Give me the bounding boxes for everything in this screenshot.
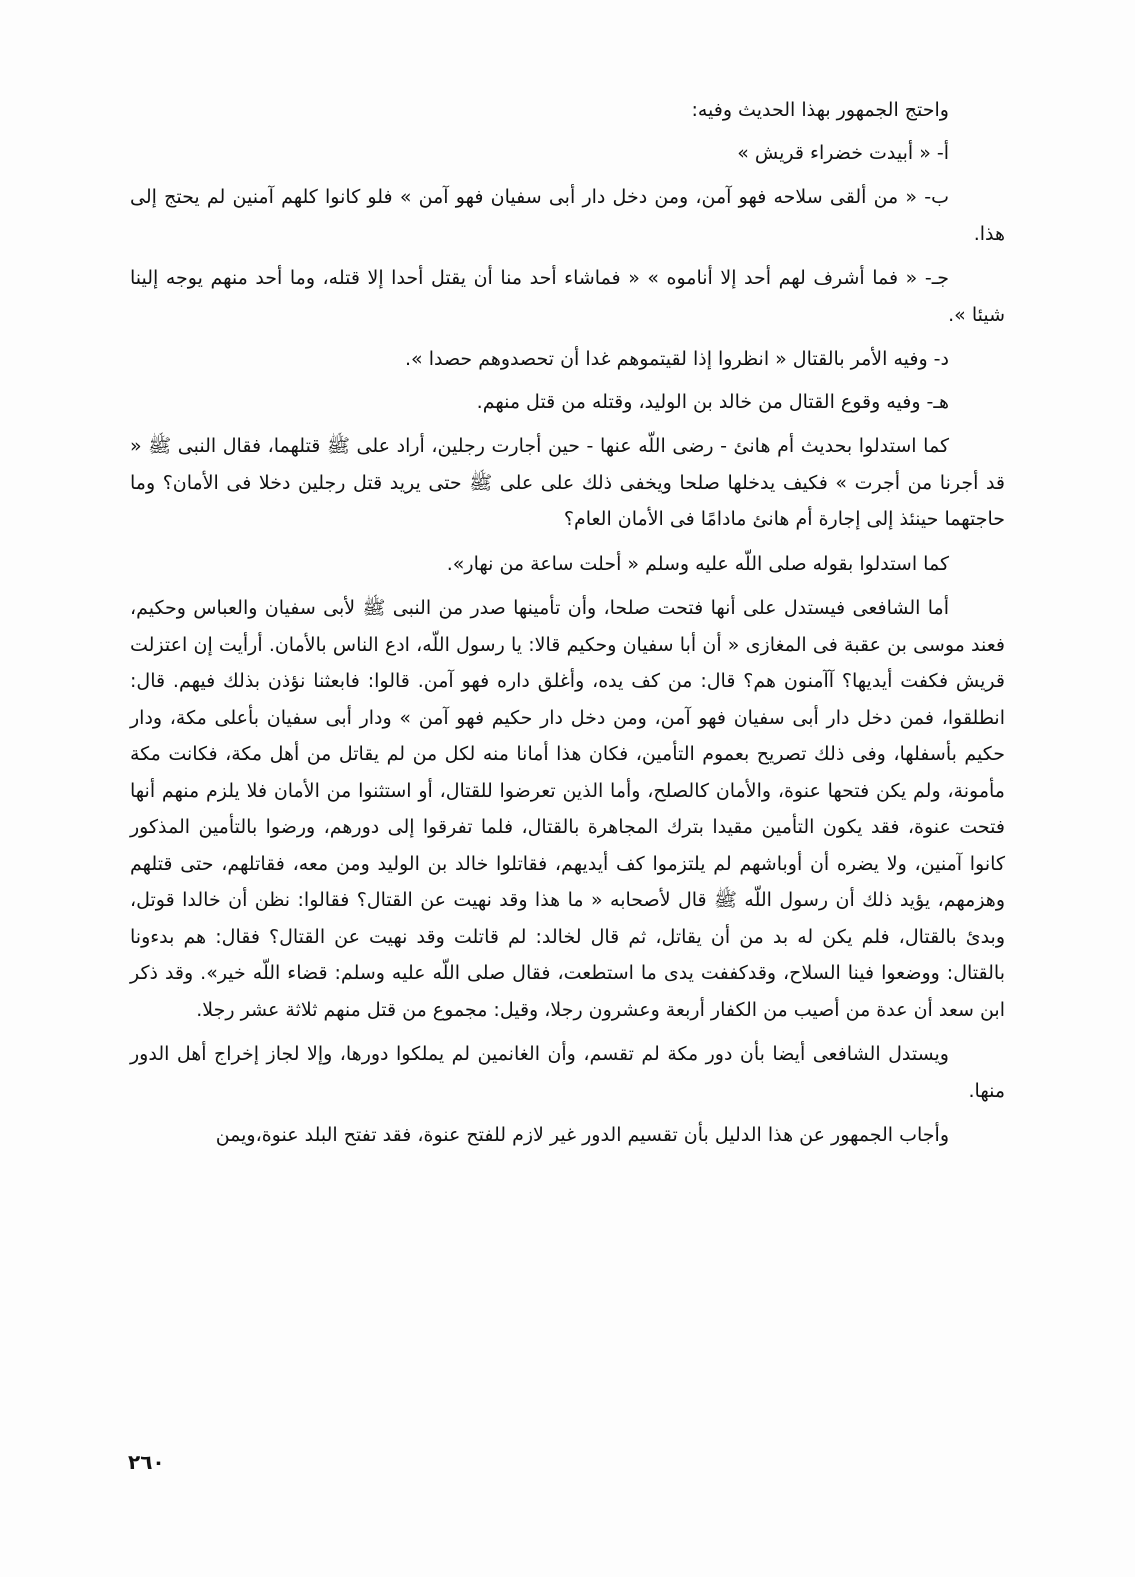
main-text [130,92,1005,1154]
paragraph-umm-hani: كما استدلوا بحديث أم هانئ - رضى اللّه عنها - حين أجارت رجلين، أراد على ﷺ قتلهما، فقال النبى ﷺ « قد أجرنا من أجرت » فكيف يدخلها صلحا ويخفى ذلك على على ﷺ حتى يريد قتل رجلين دخلا فى الأمان؟ وما حاجتهما حينئذ إلى إجارة أم هانئ مادامًا فى الأمان العام؟ [130,435,1005,530]
paragraph-point-d: د- وفيه الأمر بالقتال « انظروا إذا لقيتموهم غدا أن تحصدوهم حصدا ». [404,348,949,370]
paragraph-intro: واحتج الجمهور بهذا الحديث وفيه: [691,99,949,121]
paragraph-shafii-argument: أما الشافعى فيستدل على أنها فتحت صلحا، وأن تأمينها صدر من النبى ﷺ لأبى سفيان والعباس وحكيم، فعند موسى بن عقبة فى المغازى « أن أبا سفيان وحكيم قالا: يا رسول اللّه، ادع الناس بالأمان. أرأيت إن اعتزلت قريش فكفت أيديها؟ آآمنون هم؟ قال: من كف يده، وأغلق داره فهو آمن. قالوا: فابعثنا نؤذن بذلك فيهم. قال: انطلقوا، فمن دخل دار أبى سفيان فهو آمن، ومن دخل دار حكيم فهو آمن » ودار أبى سفيان بأعلى مكة، ودار حكيم بأسفلها، وفى ذلك تصريح بعموم التأمين، فكان هذا أمانا منه لكل من لم يقاتل من أهل مكة، فكانت مكة مأمونة، ولم يكن فتحها عنوة، والأمان كالصلح، وأما الذين تعرضوا للقتال، أو استثنوا من الأمان فلا يلزم منهم أنها فتحت عنوة، فقد يكون التأمين مقيدا بترك المجاهرة بالقتال، فلما تفرقوا إلى دورهم، ورضوا بالتأمين المذكور كانوا آمنين، ولا يضره أن أوباشهم لم يلتزموا كف أيديهم، فقاتلوا خالد بن الوليد ومن معه، فقاتلهم، حتى قتلهم وهزمهم، يؤيد ذلك أن رسول اللّه ﷺ قال لأصحابه « ما هذا وقد نهيت عن القتال؟ فقالوا: نظن أن خالدا قوتل، وبدئ بالقتال، فلم يكن له بد من أن يقاتل، ثم قال لخالد: لم قاتلت وقد نهيت عن القتال؟ فقال: هم بدءونا بالقتال: ووضعوا فينا السلاح، وقدكففت يدى ما استطعت، فقال صلى اللّه عليه وسلم: قضاء اللّه خير». وقد ذكر ابن سعد أن عدة من أصيب من الكفار أربعة وعشرون رجلا، وقيل: مجموع من قتل منهم ثلاثة عشر رجلا. [130,597,1005,1021]
paragraph-majority-reply: وأجاب الجمهور عن هذا الدليل بأن تقسيم الدور غير لازم للفتح عنوة، فقد تفتح البلد عنوة،ويمن [215,1124,949,1146]
paragraph-point-c: جـ- « فما أشرف لهم أحد إلا أناموه » « فماشاء أحد منا أن يقتل أحدا إلا قتله، وما أحد منهم يوجه إلينا شيئا ». [130,267,1005,326]
paragraph-hour-of-day: كما استدلوا بقوله صلى اللّه عليه وسلم « أحلت ساعة من نهار». [446,552,949,575]
paragraph-point-a: أ- « أبيدت خضراء قريش » [737,141,949,164]
page-number: ٢٦٠ [128,1450,165,1474]
paragraph-point-b: ب- « من ألقى سلاحه فهو آمن، ومن دخل دار أبى سفيان فهو آمن » فلو كانوا كلهم آمنين لم يحتج إلى هذا. [130,186,1005,245]
paragraph-houses: ويستدل الشافعى أيضا بأن دور مكة لم تقسم، وأن الغانمين لم يملكوا دورها، وإلا لجاز إخراج أهل الدور منها. [130,1043,1005,1102]
paragraph-point-e: هـ- وفيه وقوع القتال من خالد بن الوليد، وقتله من قتل منهم. [476,390,949,413]
